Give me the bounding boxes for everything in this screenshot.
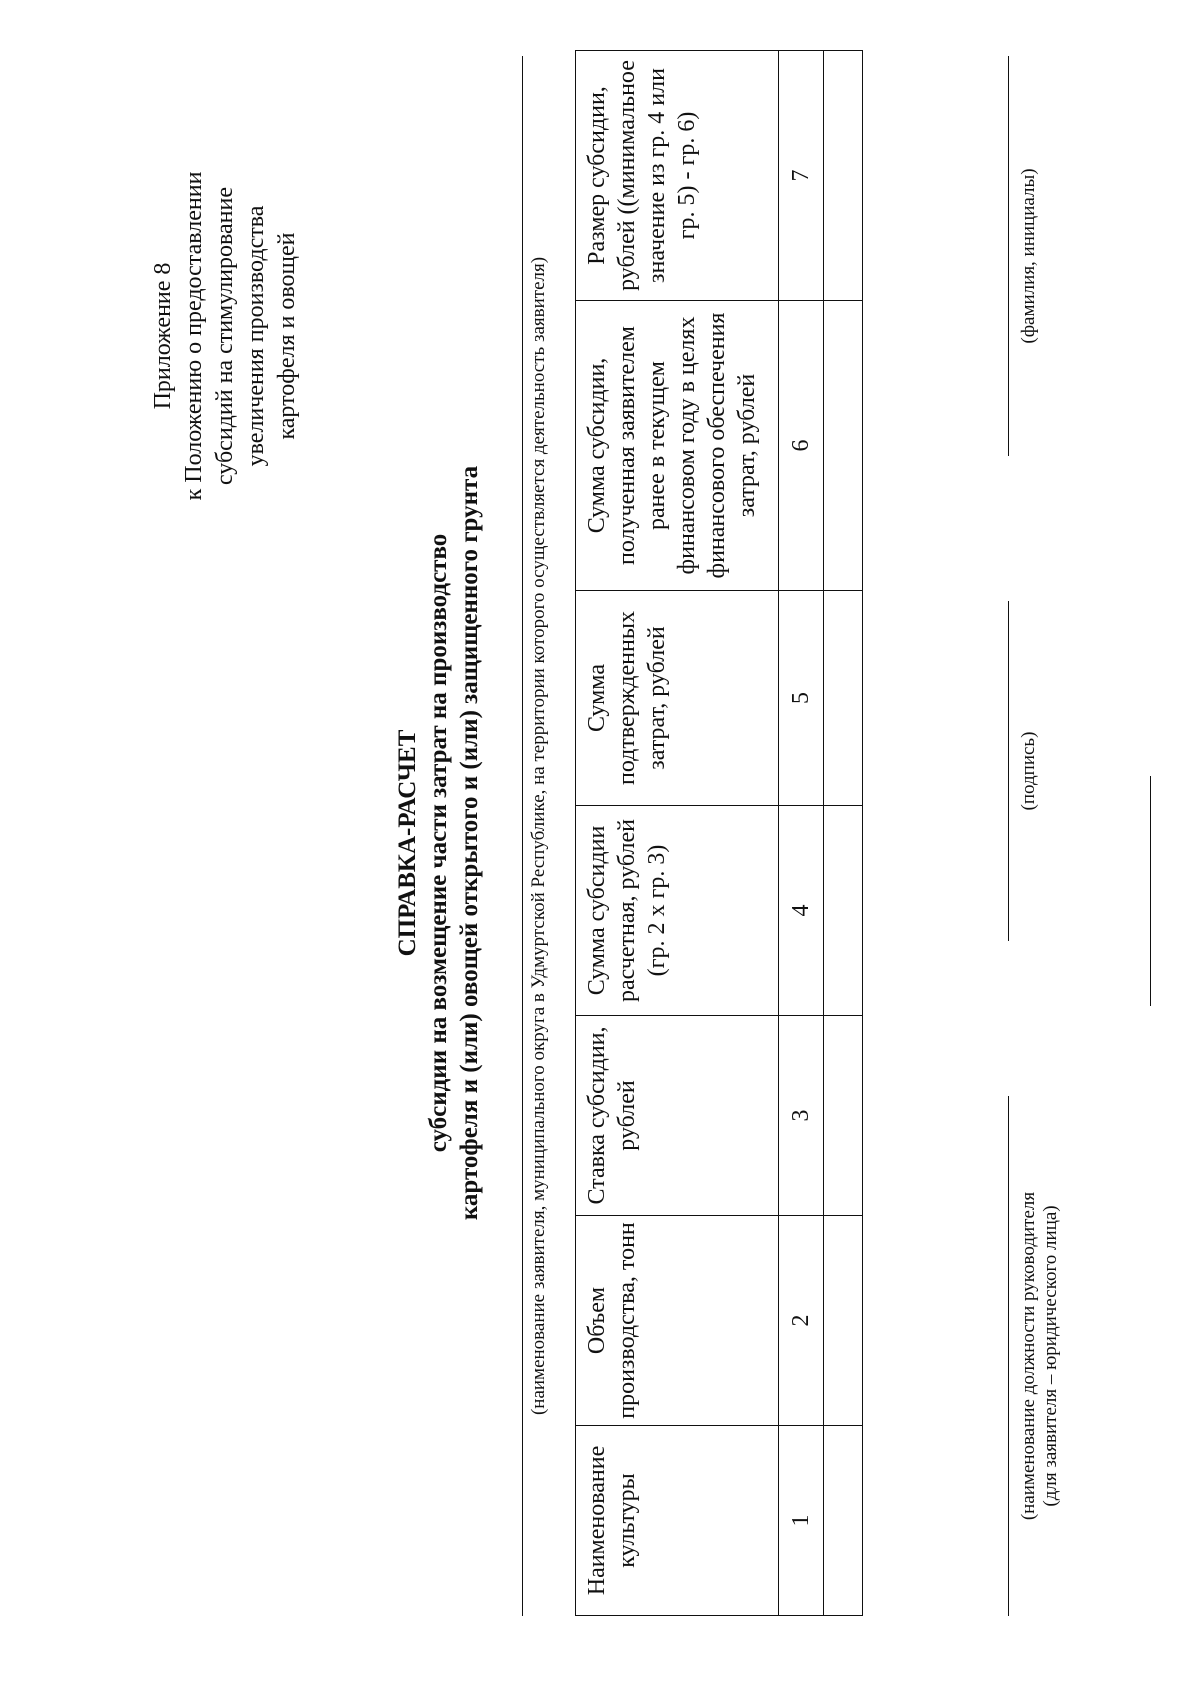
- position-signature-line: [1008, 1096, 1009, 1616]
- column-number: 7: [779, 51, 824, 301]
- header-previous-subsidy: Сумма субсидии, полученная заявителем ранее в текущем финансовом году в целях финансового обеспечения затрат, рублей: [576, 301, 779, 591]
- column-number: 6: [779, 301, 824, 591]
- appendix-line: Приложение 8: [150, 262, 176, 410]
- table-cell: [824, 1016, 863, 1216]
- appendix-line: к Положению о предоставлении: [181, 171, 207, 501]
- position-caption-line-1: (наименование должности руководителя: [1018, 1191, 1039, 1521]
- table-cell: [824, 51, 863, 301]
- appendix-header: [148, 126, 303, 546]
- header-subsidy-rate: Ставка субсидии, рублей: [576, 1016, 779, 1216]
- applicant-name-line: [522, 56, 523, 1616]
- name-signature-line: [1008, 56, 1009, 456]
- blank-line: [1150, 776, 1151, 1006]
- table-header-row: [576, 51, 779, 1616]
- applicant-caption: (наименование заявителя, муниципального округа в Удмуртской Республике, на территории которого осуществляется деятельность заявителя): [528, 256, 549, 1416]
- header-calculated-subsidy: Сумма субсидии расчетная, рублей (гр. 2 х гр. 3): [576, 806, 779, 1016]
- column-number: 1: [779, 1426, 824, 1616]
- header-subsidy-amount: Размер субсидии, рублей ((минимальное значение из гр. 4 или гр. 5) - гр. 6): [576, 51, 779, 301]
- name-caption: (фамилия, инициалы): [1018, 168, 1039, 344]
- appendix-line: увеличения производства: [243, 205, 269, 467]
- signature-line: [1008, 601, 1009, 941]
- column-number: 2: [779, 1216, 824, 1426]
- header-confirmed-costs: Сумма подтвержденных затрат, рублей: [576, 591, 779, 806]
- table-cell: [824, 1216, 863, 1426]
- title-line-2: субсидии на возмещение части затрат на производство: [425, 533, 452, 1153]
- header-production-volume: Объем производства, тонн: [576, 1216, 779, 1426]
- table-cell: [824, 806, 863, 1016]
- document-title: [392, 0, 485, 1686]
- header-crop-name: Наименование культуры: [576, 1426, 779, 1616]
- title-line-3: картофеля и (или) овощей открытого и (или) защищенного грунта: [456, 465, 483, 1221]
- position-caption: [1018, 1096, 1062, 1616]
- table-cell: [824, 1426, 863, 1616]
- calculation-table: [575, 50, 863, 1616]
- table-cell: [824, 301, 863, 591]
- column-number: 5: [779, 591, 824, 806]
- appendix-line: картофеля и овощей: [274, 232, 300, 440]
- table-cell: [824, 591, 863, 806]
- title-line-1: СПРАВКА-РАСЧЕТ: [394, 729, 421, 957]
- signature-caption: (подпись): [1018, 731, 1039, 811]
- column-number-row: [779, 51, 824, 1616]
- column-number: 3: [779, 1016, 824, 1216]
- position-caption-line-2: (для заявителя – юридического лица): [1040, 1205, 1061, 1507]
- column-number: 4: [779, 806, 824, 1016]
- appendix-line: субсидий на стимулирование: [212, 186, 238, 486]
- table-empty-row: [824, 51, 863, 1616]
